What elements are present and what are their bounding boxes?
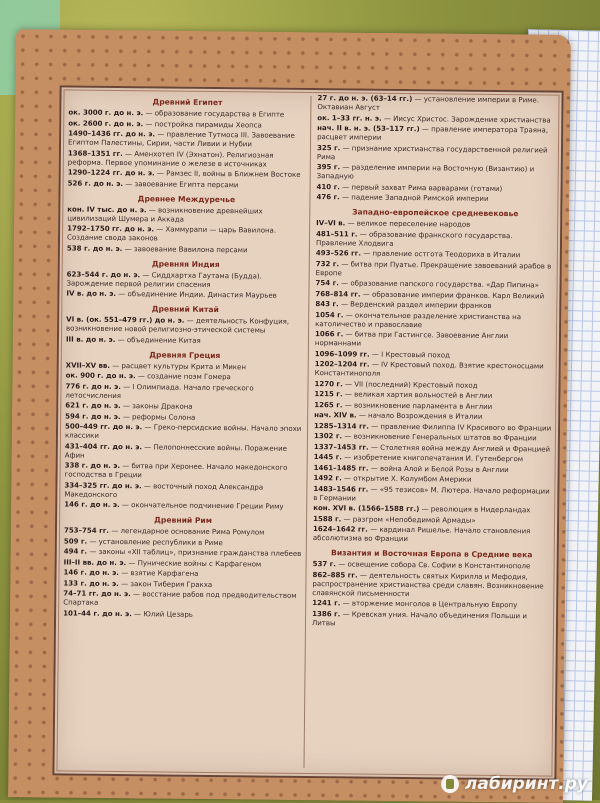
entry-date: ок. 900 г. до н. э. bbox=[65, 371, 136, 381]
timeline-entry bbox=[64, 481, 302, 501]
entry-date: 476 г. bbox=[316, 193, 340, 202]
entry-text: — взятие Карфагена bbox=[121, 569, 199, 578]
entry-date: 623–544 г. до н. э. bbox=[66, 269, 141, 279]
entry-text: — создание поэм Гомера bbox=[137, 372, 231, 382]
entry-text: — Аменхотеп IV (Эхнатон). Религиозная реформа. Первое упоминание о железе в источниках bbox=[67, 149, 274, 169]
entry-text: — Иисус Христос. Зарождение христианства bbox=[383, 114, 551, 125]
entry-date: 843 г. bbox=[315, 300, 339, 309]
timeline-entry bbox=[317, 114, 555, 125]
entry-date: 1445 г. bbox=[313, 453, 343, 462]
timeline-entry bbox=[314, 401, 552, 412]
entry-date: 1285–1314 гг. bbox=[314, 421, 370, 431]
entry-text: — завоевание Вавилона персами bbox=[124, 244, 248, 254]
entry-text: — Кревская уния. Начало объединения Польши и Литвы bbox=[311, 609, 527, 627]
timeline-entry bbox=[314, 411, 552, 422]
entry-date: ок. 2600 г. до н. э. bbox=[68, 118, 144, 128]
entry-date: 431–404 гг. до н. э. bbox=[64, 441, 143, 451]
timeline-entry bbox=[315, 300, 553, 311]
section-title: Западно-европейское средневековье bbox=[352, 207, 519, 219]
entry-text: — признание христианства государственной религией Рима bbox=[316, 143, 548, 161]
entry-date: 509 г. bbox=[63, 536, 88, 546]
entry-date: 481–511 г. bbox=[316, 229, 358, 239]
entry-date: 395 г. bbox=[316, 163, 341, 172]
entry-text: — разгром «Непобедимой Армады» bbox=[343, 514, 476, 525]
timeline-entry bbox=[66, 289, 304, 300]
timeline-entry bbox=[312, 610, 550, 630]
entry-date: 334–325 гг. до н. э. bbox=[64, 480, 142, 490]
watermark bbox=[441, 774, 588, 794]
entry-date: 410 г. bbox=[316, 182, 340, 191]
entry-text: — образование государства в Египте bbox=[145, 109, 285, 119]
timeline-entry bbox=[313, 474, 551, 485]
left-column bbox=[63, 91, 307, 621]
entry-date: 146 г. до н. э. bbox=[64, 500, 120, 510]
entry-text: — возникновение Генеральных штатов во Франции bbox=[344, 432, 537, 443]
entry-text: — образование империи франков. Карл Великий bbox=[362, 290, 545, 300]
timeline-entry bbox=[314, 453, 552, 464]
entry-date: 1270 г. bbox=[314, 379, 343, 388]
entry-date: 1624–1642 гг. bbox=[312, 525, 368, 534]
entry-date: 526 г. до н. э. bbox=[67, 178, 124, 188]
entry-text: — VII (последний) Крестовый поход bbox=[344, 379, 478, 390]
section-title: Византия и Восточная Европа в Средние века bbox=[331, 548, 533, 560]
entry-text: — восточный поход Александра Македонского bbox=[64, 481, 264, 499]
entry-text: — образование франкского государства. Правление Хлодвига bbox=[315, 230, 513, 248]
timeline-entry bbox=[313, 525, 551, 545]
entry-date: 1066 г. bbox=[314, 330, 344, 339]
entry-date: 133 г. до н. э. bbox=[63, 578, 119, 588]
timeline-entry bbox=[317, 183, 555, 194]
entry-date: кон. XVI в. (1566–1588 гг.) bbox=[313, 504, 420, 514]
section-title: Древний Рим bbox=[154, 515, 213, 525]
entry-date: 1202–1204 гг. bbox=[314, 360, 370, 369]
entry-date: 74–71 гг. до н. э. bbox=[63, 589, 131, 599]
entry-text: — образование папского государства. «Дар Пипина» bbox=[341, 279, 539, 290]
timeline-entry bbox=[316, 249, 554, 260]
entry-date: III в. до н. э. bbox=[65, 334, 116, 344]
entry-date: 538 г. до н. э. bbox=[66, 243, 123, 253]
section-title: Древнее Междуречье bbox=[137, 193, 236, 204]
entry-date: 493–526 гг. bbox=[315, 249, 362, 258]
entry-date: XVII–XV вв. bbox=[65, 360, 111, 370]
entry-text: — I Олимпиада. Начало греческого летосчисления bbox=[65, 382, 254, 400]
timeline-entry bbox=[66, 335, 304, 346]
entry-date: III–II вв. до н. э. bbox=[63, 557, 127, 567]
timeline-entry bbox=[67, 270, 305, 290]
entry-text: — возникновение древнейших цивилизаций Шумера и Аккада bbox=[67, 205, 263, 224]
entry-text: — разделение империи на Восточную (Византию) и Западную bbox=[316, 163, 535, 181]
timeline-entry bbox=[65, 422, 303, 442]
timeline-entry bbox=[65, 412, 303, 423]
entry-date: кон. IV тыс. до н. э. bbox=[67, 204, 147, 214]
entry-date: 146 г. до н. э. bbox=[63, 568, 120, 578]
timeline-entry bbox=[314, 464, 552, 475]
entry-date: 754 г. bbox=[315, 279, 339, 288]
timeline-entry bbox=[68, 108, 306, 119]
entry-date: 1290–1224 гг. до н. э. bbox=[67, 168, 155, 178]
timeline-entry bbox=[65, 461, 303, 481]
entry-date: 101–44 г. до н. э. bbox=[63, 608, 132, 618]
entry-text: — постройка пирамиды Хеопса bbox=[145, 119, 262, 129]
entry-date: нач. XIV в. bbox=[314, 411, 357, 420]
right-column bbox=[312, 94, 556, 631]
entry-date: 1792–1750 гг. до н. э. bbox=[67, 224, 155, 234]
entry-text: — падение Западной Римской империи bbox=[342, 193, 489, 203]
entry-text: — закон Тиберия Гракха bbox=[121, 579, 213, 589]
entry-text: — Рамзес II, войны в Ближнем Востоке bbox=[156, 169, 301, 179]
entry-text: — легендарное основание Рима Ромулом bbox=[111, 526, 265, 537]
entry-text: — объединение Китая bbox=[117, 335, 201, 345]
timeline-entry bbox=[314, 432, 552, 443]
entry-text: — установление империи в Риме. Октавиан Август bbox=[317, 95, 540, 112]
entry-text: — кардинал Ришелье. Начало становления абсолютизма во Франции bbox=[312, 525, 531, 544]
entry-date: 1215 г. bbox=[314, 390, 343, 399]
entry-text: — великая хартия вольностей в Англии bbox=[344, 390, 493, 400]
timeline-entry bbox=[65, 401, 303, 412]
entry-text: — завоевание Египта персами bbox=[125, 179, 239, 189]
timeline-entry bbox=[315, 311, 553, 331]
timeline-entry bbox=[313, 515, 551, 526]
entry-text: — «95 тезисов» М. Лютера. Начало реформации в Германии bbox=[313, 485, 550, 503]
entry-text: — Верденский раздел империи франков bbox=[340, 300, 492, 310]
timeline-entry bbox=[314, 380, 552, 391]
entry-date: 325 г. bbox=[316, 143, 341, 152]
entry-date: 1054 г. bbox=[315, 310, 344, 319]
entry-text: — окончательное подчинение Греции Риму bbox=[121, 501, 284, 511]
entry-text: — революция в Нидерландах bbox=[421, 505, 531, 515]
entry-text: — Столетняя война между Англией и Францией bbox=[370, 443, 551, 454]
timeline-entry bbox=[66, 371, 304, 382]
labirint-logo-icon bbox=[441, 775, 459, 793]
timeline-entry bbox=[63, 609, 301, 620]
timeline-entry bbox=[317, 144, 555, 164]
entry-date: 500–449 гг. до н. э. bbox=[65, 422, 143, 432]
entry-date: 1368–1351 гг. bbox=[67, 148, 123, 158]
entry-date: 776 г. до н. э. bbox=[65, 381, 121, 391]
entry-text: — объединение Индии. Династия Маурьев bbox=[118, 290, 277, 300]
timeline-entry bbox=[64, 547, 302, 558]
entry-date: 1461–1485 гг. bbox=[313, 463, 369, 473]
timeline-entry bbox=[315, 330, 553, 350]
timeline-entry bbox=[68, 129, 306, 149]
timeline-entry bbox=[66, 315, 304, 335]
timeline-entry bbox=[315, 360, 553, 380]
timeline-entry bbox=[313, 485, 551, 505]
entry-date: 1492 г. bbox=[313, 474, 342, 483]
entry-text: — I Крестовый поход bbox=[371, 350, 450, 359]
entry-date: 1096–1099 гг. bbox=[314, 349, 370, 359]
entry-text: — расцвет культуры Крита и Микен bbox=[112, 361, 246, 371]
timeline-entry bbox=[312, 599, 550, 610]
entry-text: — открытие Х. Колумбом Америки bbox=[343, 474, 472, 484]
entry-date: 27 г. до н. э. (63–14 гг.) bbox=[317, 94, 413, 104]
entry-date: 621 г. до н. э. bbox=[65, 401, 121, 411]
entry-date: 862–885 гг. bbox=[312, 570, 358, 580]
timeline-entry bbox=[317, 124, 555, 144]
timeline-entry bbox=[66, 361, 304, 372]
entry-date: 1302 г. bbox=[313, 432, 343, 441]
entry-date: VI в. (ок. 551–479 гг.) до н. э. bbox=[66, 315, 185, 325]
section-title: Древний Китай bbox=[151, 304, 219, 315]
entry-text: — правление Филиппа IV Красивого во Франции bbox=[371, 422, 552, 433]
timeline-entry bbox=[317, 94, 555, 114]
entry-text: — первый захват Рима варварами (готами) bbox=[342, 182, 503, 193]
timeline-entry bbox=[316, 230, 554, 250]
timeline-entry bbox=[315, 350, 553, 361]
entry-date: 594 г. до н. э. bbox=[65, 411, 121, 421]
entry-text: — восстание рабов под предводительством Спартака bbox=[63, 590, 297, 607]
entry-text: — битва при Херонее. Начало македонского господства в Греции bbox=[64, 462, 288, 480]
entry-date: 1386 г. bbox=[312, 609, 341, 618]
entry-text: — правление Тутмоса III. Завоевание Египтом Палестины, Сирии, части Ливии и Нубии bbox=[67, 130, 295, 149]
entry-date: 732 г. bbox=[315, 259, 340, 268]
entry-text: — законы Дракона bbox=[122, 402, 193, 411]
entry-date: 1265 г. bbox=[314, 400, 343, 409]
entry-text: — возникновение парламента в Англии bbox=[344, 400, 493, 411]
timeline-entry bbox=[316, 279, 554, 290]
entry-date: IV в. до н. э. bbox=[66, 289, 117, 298]
timeline-entry bbox=[67, 205, 305, 225]
timeline-entry bbox=[63, 568, 301, 579]
timeline-entry bbox=[315, 290, 553, 301]
timeline-entry bbox=[68, 168, 306, 179]
timeline-entry bbox=[314, 390, 552, 401]
entry-date: 1588 г. bbox=[313, 514, 342, 523]
entry-text: — реформы Солона bbox=[122, 412, 196, 422]
timeline-entry bbox=[64, 558, 302, 569]
entry-text: — Греко-персидские войны. Начало эпохи классики bbox=[64, 423, 302, 440]
timeline-entry bbox=[64, 526, 302, 537]
timeline-entry bbox=[316, 219, 554, 230]
entry-text: — Пунические войны с Карфагеном bbox=[128, 558, 262, 569]
entry-text: — Хаммурапи — царь Вавилона. Создание свода законов bbox=[66, 225, 277, 243]
timeline-entry bbox=[65, 382, 303, 402]
entry-text: — Юлий Цезарь bbox=[133, 609, 193, 619]
timeline-entry bbox=[313, 560, 551, 571]
entry-text: — великое переселение народов bbox=[347, 219, 471, 229]
entry-date: 753–754 гг. bbox=[63, 526, 110, 535]
timeline-entry bbox=[63, 579, 301, 590]
entry-text: — освещение собора Св. Софии в Константинополе bbox=[338, 560, 531, 571]
timeline-entry bbox=[316, 193, 554, 204]
entry-text: — война Алой и Белой Розы в Англии bbox=[370, 464, 509, 474]
entry-text: — правление остгота Теодориха в Италии bbox=[363, 249, 521, 260]
timeline-entry bbox=[312, 571, 550, 600]
entry-date: 494 г. bbox=[63, 547, 88, 556]
timeline-entry bbox=[68, 149, 306, 169]
timeline-panel bbox=[52, 85, 563, 780]
timeline-entry bbox=[65, 442, 303, 462]
timeline-entry bbox=[314, 422, 552, 433]
entry-date: 338 г. до н. э. bbox=[64, 461, 121, 471]
entry-text: — деятельность Конфуция, возникновение новой религиозно-этической системы bbox=[66, 316, 290, 335]
entry-text: — Пелопоннесские войны. Поражение Афин bbox=[64, 442, 288, 460]
entry-date: нач. II в. н. э. (53–117 гг.) bbox=[317, 124, 420, 134]
section-title: Древний Египет bbox=[152, 97, 223, 108]
entry-text: — битва при Пуатье. Прекращение завоеваний арабов в Европе bbox=[315, 259, 552, 277]
entry-text: — битва при Гастингсе. Завоевание Англии норманнами bbox=[314, 330, 509, 348]
entry-date: ок. 1–33 гг. н. э. bbox=[317, 113, 382, 123]
entry-date: IV–VI в. bbox=[316, 219, 346, 228]
entry-text: — изобретение книгопечатания И. Гутенбергом bbox=[344, 453, 524, 464]
entry-text: — установление республики в Риме bbox=[89, 537, 223, 547]
entry-text: — Сиддхартха Гаутама (Будда). Зарождение первой религии спасения bbox=[66, 270, 262, 289]
entry-date: 1483–1546 гг. bbox=[313, 484, 369, 494]
timeline-entry bbox=[313, 504, 551, 515]
entry-text: — IV Крестовый поход. Взятие крестоносцами Константинополя bbox=[314, 360, 544, 378]
entry-text: — законы «XII таблиц», признание гражданства плебеев bbox=[89, 547, 302, 558]
timeline-entry bbox=[63, 589, 301, 609]
timeline-entry bbox=[64, 537, 302, 548]
entry-date: 1490–1436 гг. до н. э. bbox=[68, 129, 156, 139]
entry-text: — деятельность святых Кирилла и Мефодия, распространение христианства среди славян. Возникновение славянской письменности bbox=[312, 571, 544, 598]
entry-date: 1241 г. bbox=[312, 599, 341, 608]
timeline-entry bbox=[317, 163, 555, 183]
entry-date: 768–814 гг. bbox=[315, 289, 361, 299]
section-title: Древняя Индия bbox=[151, 258, 220, 269]
timeline-entry bbox=[68, 179, 306, 190]
timeline-entry bbox=[67, 244, 305, 255]
entry-date: 1337–1453 гг. bbox=[313, 442, 369, 452]
timeline-entry bbox=[64, 500, 302, 511]
entry-text: — начало Возрождения в Италии bbox=[358, 411, 483, 421]
timeline-entry bbox=[314, 443, 552, 454]
entry-text: — окончательное разделение христианства на католичество и православие bbox=[315, 310, 522, 329]
entry-text: — правление императора Траяна, расцвет империи bbox=[317, 125, 549, 142]
timeline-entry bbox=[316, 260, 554, 280]
entry-text: — вторжение монголов в Центральную Европу bbox=[342, 599, 518, 610]
entry-date: 537 г. bbox=[312, 560, 337, 569]
watermark-text: лабиринт.ру bbox=[464, 774, 588, 794]
entry-date: ок. 3000 г. до н. э. bbox=[68, 108, 144, 118]
section-title: Древняя Греция bbox=[149, 349, 221, 360]
timeline-entry bbox=[68, 119, 306, 130]
timeline-entry bbox=[67, 224, 305, 244]
